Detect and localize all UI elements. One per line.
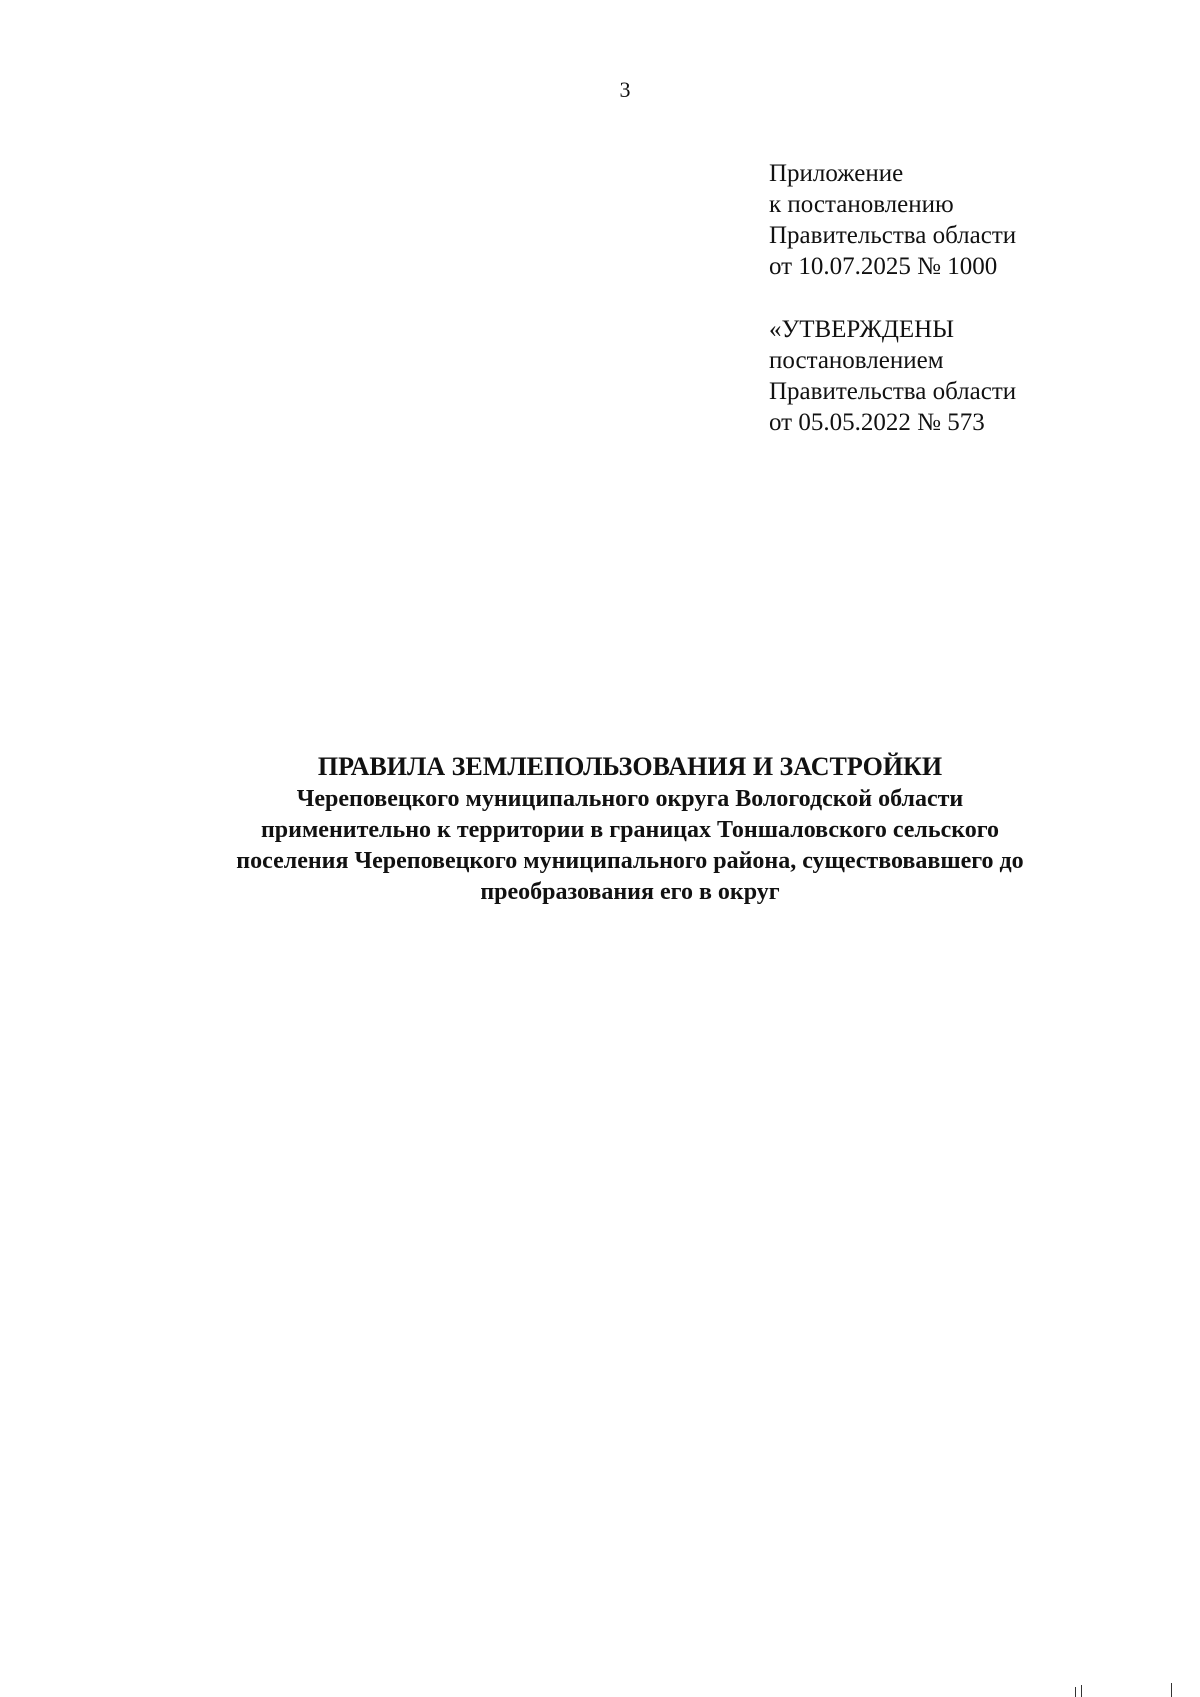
approved-line: Правительства области [769,378,1017,405]
approved-line: постановлением [769,347,944,374]
scan-artifact-marks [1075,1681,1195,1697]
document-subtitle-line: Череповецкого муниципального округа Вологодской области [296,786,964,812]
document-subtitle-line: поселения Череповецкого муниципального района, существовавшего до [236,848,1024,874]
appendix-line: Правительства области [769,222,1017,249]
page-number: 3 [619,77,631,102]
approved-block [769,314,1099,438]
approved-line: «УТВЕРЖДЕНЫ [769,316,955,343]
document-title-main: ПРАВИЛА ЗЕМЛЕПОЛЬЗОВАНИЯ И ЗАСТРОЙКИ [317,752,943,781]
scan-mark [1075,1687,1076,1697]
document-subtitle-line: применительно к территории в границах Тоншаловского сельского [260,817,1000,843]
appendix-line: Приложение [769,160,904,187]
scan-mark [1171,1683,1172,1697]
document-title [100,750,1160,908]
appendix-line: от 10.07.2025 № 1000 [769,253,998,280]
approved-line: от 05.05.2022 № 573 [769,409,985,436]
document-subtitle-line: преобразования его в округ [480,879,780,905]
appendix-block [769,158,1099,282]
scan-mark [1081,1685,1082,1697]
appendix-line: к постановлению [769,191,954,218]
